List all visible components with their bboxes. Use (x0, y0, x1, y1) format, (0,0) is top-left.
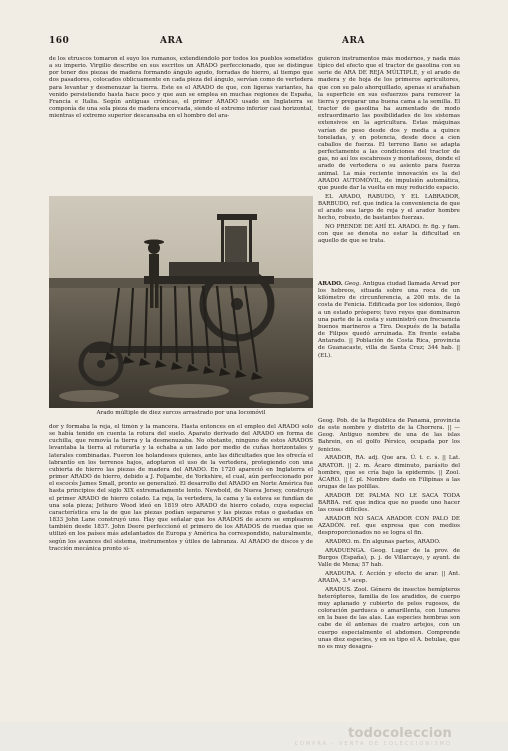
watermark-logo: todocoleccion (348, 726, 452, 741)
running-head-left: ARA (160, 36, 183, 46)
watermark-tagline: COMPRA - VENTA DE COLECCIONISMO (294, 741, 452, 747)
paragraph: ARADRO. m. En algunas partes, ARADO. (325, 538, 441, 545)
paragraph: ARADOR DE PALMA NO LE SACA TODA BARBA. ref. que indica que no puede uno hacer las cosas difíciles. (318, 492, 460, 514)
page-number: 160 (49, 36, 70, 46)
photo-caption: Arado múltiple de diez surcos arrastrado por una locomóvil (96, 410, 266, 416)
column-left-top (49, 56, 313, 194)
entry-headword: ARADO. (318, 281, 343, 287)
paragraph: Geog. Pob. de la República de Panamá, provincia de este nombre y distrito de la Chorrera. || — Geog. Antiguo nombre de una de las islas Bahrein, en el golfo Pérsico, ocupada por los fenicios. (318, 418, 460, 453)
entry-arados (318, 281, 460, 416)
paragraph: guieron instrumentos más modernos, y nada más típico del efecto que el tractor de gasolina con su serie de ARA DE REJA MÚLTIPLE, y el arado de madera y de hoja de los primeros agricultores, que con su palo ahorquillado, apenas si arañaban la superficie en sus esfuerzos para remover la tierra y preparar una buena cama a la semilla. El tractor de gasolina ha aumentado de modo extraordinario las posibilidades de los sistemas extensivos en la agricultura. Estas máquinas varían de peso desde dos y media a quince toneladas, y en potencia, desde doce a cien caballos de fuerza. El terreno llano se adapta perfectamente a las condiciones del tractor de gas, no así los escabrosos y montañosos, donde el arado de vertedera o su asiento para fuerza animal. La más reciente innovación es la del ARADO AUTOMÓVIL, de impulsión automática, que puede dar la vuelta en muy reducido espacio. (318, 56, 460, 191)
plow-tractor-image (49, 196, 313, 408)
running-head-right: ARA (342, 36, 365, 46)
paragraph: ARADOR, RA. adj. Que ara. Ú. t. c. s. || Lat. ARATOR. || 2. m. Ácaro diminuto, parásito del hombre, que se cría bajo la epidermis. || Zool. ÁCARO. || f. pl. Nombre dado en Filipinas a las orugas de las polillas. (318, 455, 460, 490)
paragraph: dor y formaba la reja, el timón y la mancera. Hasta entonces en el empleo del ARADO solo se había tenido en cuenta la rotura del suelo. Aparato derivado del ARADO en forma de cuchilla, que removía la tierra y la desmenuzaba. No obstante, ninguno de estos ARADOS levantaba la tierra al roturarla y la echaba a un lado por medio de cuñas horizontales y laterales combinadas. Fueron los holandeses quienes, ante las dificultades que les ofrecía el labrantío en los terrenos bajos, adoptaron el uso de la vertedera, protegiendo con una cubierta de hierro las piezas de madera del ARADO. En 1720 apareció en Inglaterra el primer ARADO de hierro, debido a J. Foljambe, de Yorkshire, el cual, aún perfeccionado por el escocés James Small, pronto se generalizó. El desarrollo del ARADO en Norte América fue hasta principios del siglo XIX extremadamente lento. Newbold, de Nueva Jersey, construyó el primer ARADO de hierro colado. La reja, la vertedera, la cama y la esteva se fundían de una sola pieza; Jethuro Wood ideó en 1819 otro ARADO de hierro colado, cuya especial característica era la de que las piezas podían separarse y las piezas rotas o gastadas en 1833 John Lane construyó uno. Hay que señalar que los ARADOS de acero se emplearon también desde 1837. John Deere perfeccionó el primero de los ARADOS de ruedas que se utilizó en los países más adelantados de Europa y América ha correspondido, naturalmente, según los avances del sistema, instrumentos y útiles de labranza. Al ARADO de discos y de tracción mecánica pronto si- (49, 424, 313, 552)
entry-label: Geog. (344, 281, 361, 287)
column-right-top (318, 56, 460, 278)
paragraph: de los etruscos tomaron el suyo los rumanos, extendiéndolo por todos los pueblos sometidos a su imperio. Virgilio describe en sus escritos un ARADO perfeccionado, que se distingue por tener dos piezas de madera formando ángulo agudo, forradas de hierro, al tiempo que dos pasadores, colocados oblicuamente en cada pieza del ángulo, servían como de vertedera para levantar y desmenuzar la tierra. Este es el ARADO de que, con ligeras variantes, ha venido persistiendo hasta hace poco y que aun se emplea en muchas regiones de España, Francia e Italia. Según antiguas crónicas, el primer ARADO usado en Inglaterra se componía de una sola pieza de madera encorvada, siendo el extremo inferior casi horizontal, mientras el extremo superior descansaba en el hombro del ara- (49, 56, 313, 120)
column-right-bottom (318, 418, 460, 706)
paragraph: ARADUENGA. Geog. Lugar de la prov. de Burgos (España), p. j. de Villarcayo, y ayunt. de Valle de Mena; 57 hab. (318, 547, 460, 568)
entry-body: Antigua ciudad llamada Arvad por los hebreos, situada sobre una roca de un kilómetro de circunferencia, a 200 mts. de la costa de Fenicia. Edificada por los sidonios, llegó a un estado próspero; tuvo reyes que dominaron una parte de la costa y suministró con frecuencia buenos marineros a Tiro. Después de la batalla de Filipos quedó arruinada. En frente estaba Antarado. || Población de Costa Rica, provincia de Guanacaste, villa de Santa Cruz; 344 hab. || (EL). (318, 281, 460, 359)
paragraph: ARADUS. Zool. Género de insectos hemípteros heterópteros, familia de los aradidos, de cuerpo muy aplanado y cubierto de pelos rugosos, de coloración pardusca o amarillenta, con lunares en la base de las alas. Las especies hembras son cabe de él antenas de cuatro artejos, con un cuerpo especialmente el abdomen. Comprende unas diez especies, y en su tipo el A. betulae, que no es muy desagra- (318, 586, 460, 650)
plow-photograph (49, 196, 313, 408)
paragraph: ARADURA. f. Acción y efecto de arar. || Ant. ARADA, 3.ª acep. (318, 570, 460, 584)
paragraph: ARADOR NO SACA ARADOR CON PALO DE AZADÓN. ref. que expresa que con medios desproporcionados no se logra el fin. (318, 515, 460, 537)
column-left-bottom (49, 424, 313, 706)
paragraph: NO PRENDE DE AHÍ EL ARADO. fr. fig. y fam. con que se denota no estar la dificultad en aquello de que se trata. (318, 223, 460, 245)
paragraph: EL ARADO, RABUDO, Y EL LABRADOR, BARBUDO, ref. que indica la conveniencia de que el arado sea largo de reja y el arador hombre hecho, robusto, de bastantes fuerzas. (318, 193, 460, 222)
